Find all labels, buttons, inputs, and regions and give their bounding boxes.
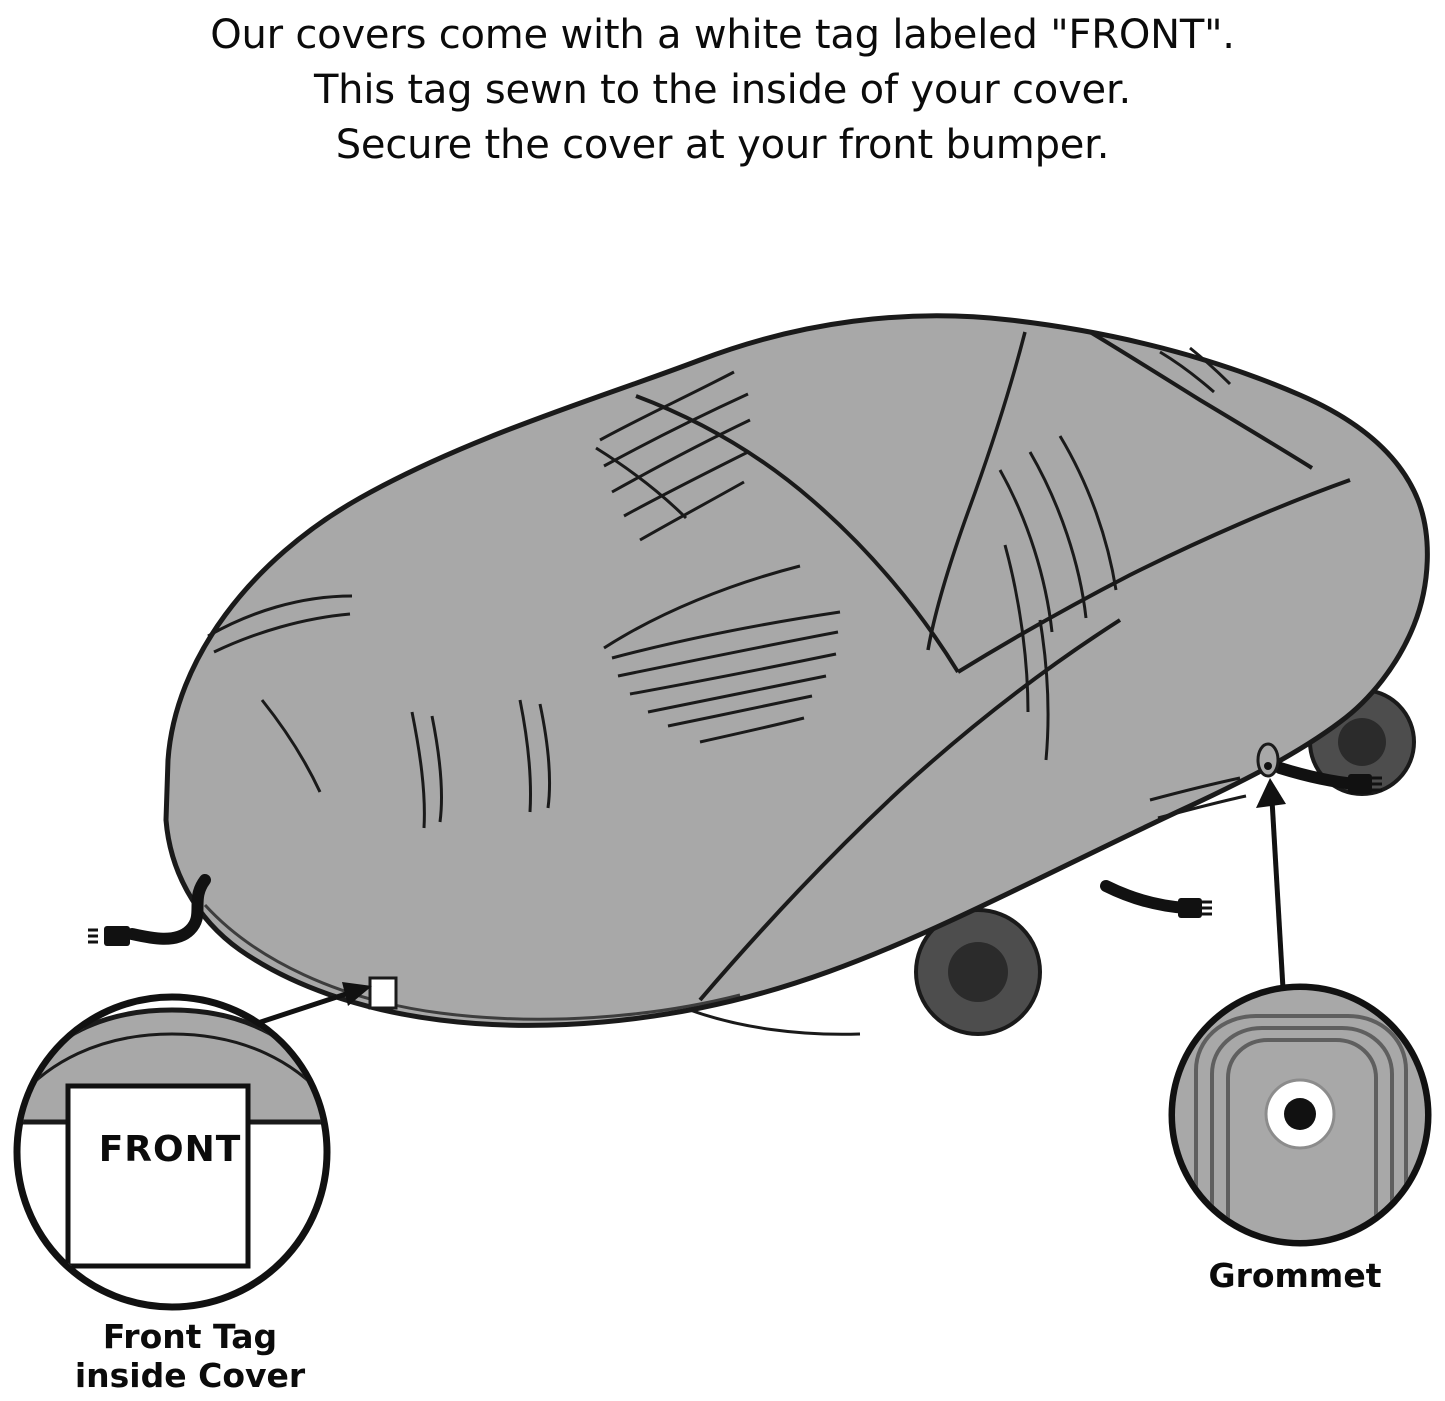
grommet-marker-on-cover [1258,744,1278,776]
headline-line-1: Our covers come with a white tag labeled "FRONT". [210,12,1235,58]
front-tag-label: FRONT [98,1129,242,1170]
front-tag-marker-on-cover [370,978,396,1008]
front-tag-caption [20,1318,360,1396]
grommet-caption: Grommet [1208,1256,1382,1295]
front-tag-caption-line-2: inside Cover [74,1355,306,1395]
covered-car-illustration [166,316,1427,1034]
headline-line-2: This tag sewn to the inside of your cover. [313,67,1132,114]
headline-line-3: Secure the cover at your front bumper. [335,122,1110,169]
front-tag-caption-line-1: Front Tag [102,1317,278,1356]
grommet-detail-circle [1172,987,1428,1243]
